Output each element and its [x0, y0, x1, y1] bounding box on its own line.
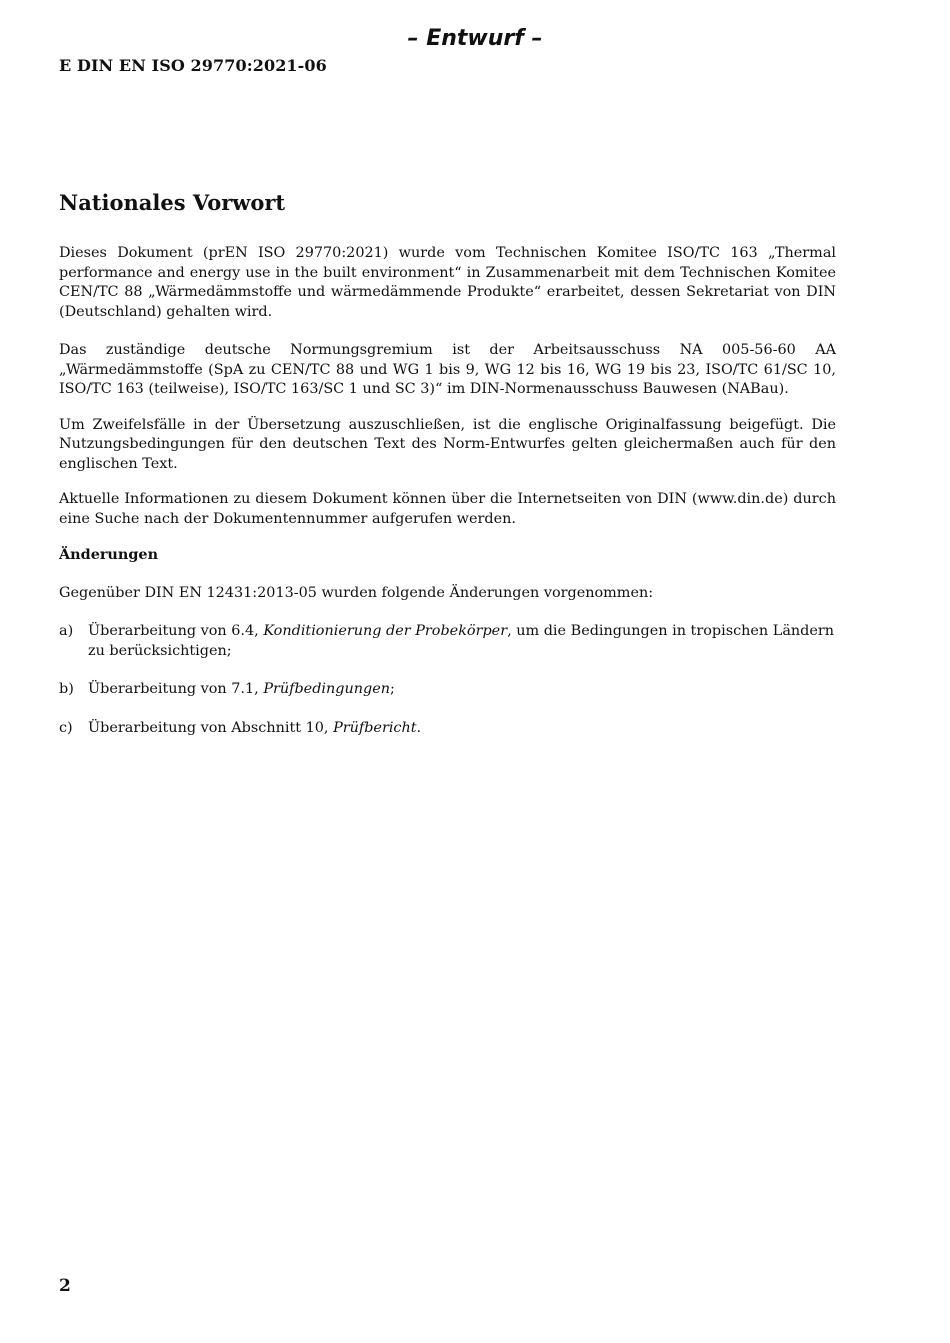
paragraph-information: Aktuelle Informationen zu diesem Dokument können über die Internetseiten von DIN (www.din.de) durch eine Suche nach der Dokumentennummer aufgerufen werden.	[59, 491, 836, 527]
page-content	[59, 190, 836, 757]
paragraph-translation: Um Zweifelsfälle in der Übersetzung auszuschließen, ist die englische Originalfassung beigefügt. Die Nutzungsbedingungen für den deutschen Text des Norm-Entwurfes gelten gleichermaßen auch für den englischen Text.	[59, 416, 836, 472]
list-item	[59, 719, 836, 739]
section-title: Nationales Vorwort	[59, 190, 286, 215]
draft-watermark-label: – Entwurf –	[407, 26, 543, 51]
paragraph-national-body: Das zuständige deutsche Normungsgremium ist der Arbeitsausschuss NA 005-56-60 AA „Wärmedämmstoffe (SpA zu CEN/TC 88 und WG 1 bis 9, WG 12 bis 16, WG 19 bis 23, ISO/TC 61/SC 10, ISO/TC 163 (teilweise), ISO/TC 163/SC 1 und SC 3)“ im DIN-Normenausschuss Bauwesen (NABau).	[59, 342, 836, 397]
page-number: 2	[59, 1276, 71, 1296]
list-marker: a)	[59, 623, 74, 639]
list-marker: c)	[59, 719, 73, 736]
paragraph-committee: Dieses Dokument (prEN ISO 29770:2021) wurde vom Technischen Komitee ISO/TC 163 „Thermal performance and energy use in the built environment“ in Zusammenarbeit mit dem Technischen Komitee CEN/TC 88 „Wärmedämmstoffe und wärmedämmende Produkte“ erarbeitet, dessen Sekretariat von DIN (Deutschland) gehalten wird.	[59, 245, 836, 320]
list-item-text: Überarbeitung von Abschnitt 10,	[88, 719, 334, 736]
list-item-emphasis: Prüfbericht	[333, 719, 417, 736]
list-marker: b)	[59, 681, 74, 697]
list-item-text: Überarbeitung von 7.1,	[88, 681, 264, 697]
list-item	[59, 622, 836, 661]
document-id: E DIN EN ISO 29770:2021-06	[59, 56, 327, 75]
list-item-text-end: .	[416, 719, 422, 736]
changes-list	[59, 622, 836, 738]
list-item-text-end: ;	[390, 681, 395, 697]
list-item-emphasis: Konditionierung der Probekörper	[263, 623, 508, 639]
changes-heading: Änderungen	[59, 546, 159, 563]
list-item-text: Überarbeitung von 6.4,	[88, 623, 264, 639]
list-item-emphasis: Prüfbedingungen	[263, 681, 391, 697]
changes-intro: Gegenüber DIN EN 12431:2013-05 wurden folgende Änderungen vorgenommen:	[59, 584, 654, 601]
list-item	[59, 680, 836, 700]
list-item-text-end: , um die Bedingungen in tropischen Ländern zu berücksichtigen;	[88, 623, 835, 659]
